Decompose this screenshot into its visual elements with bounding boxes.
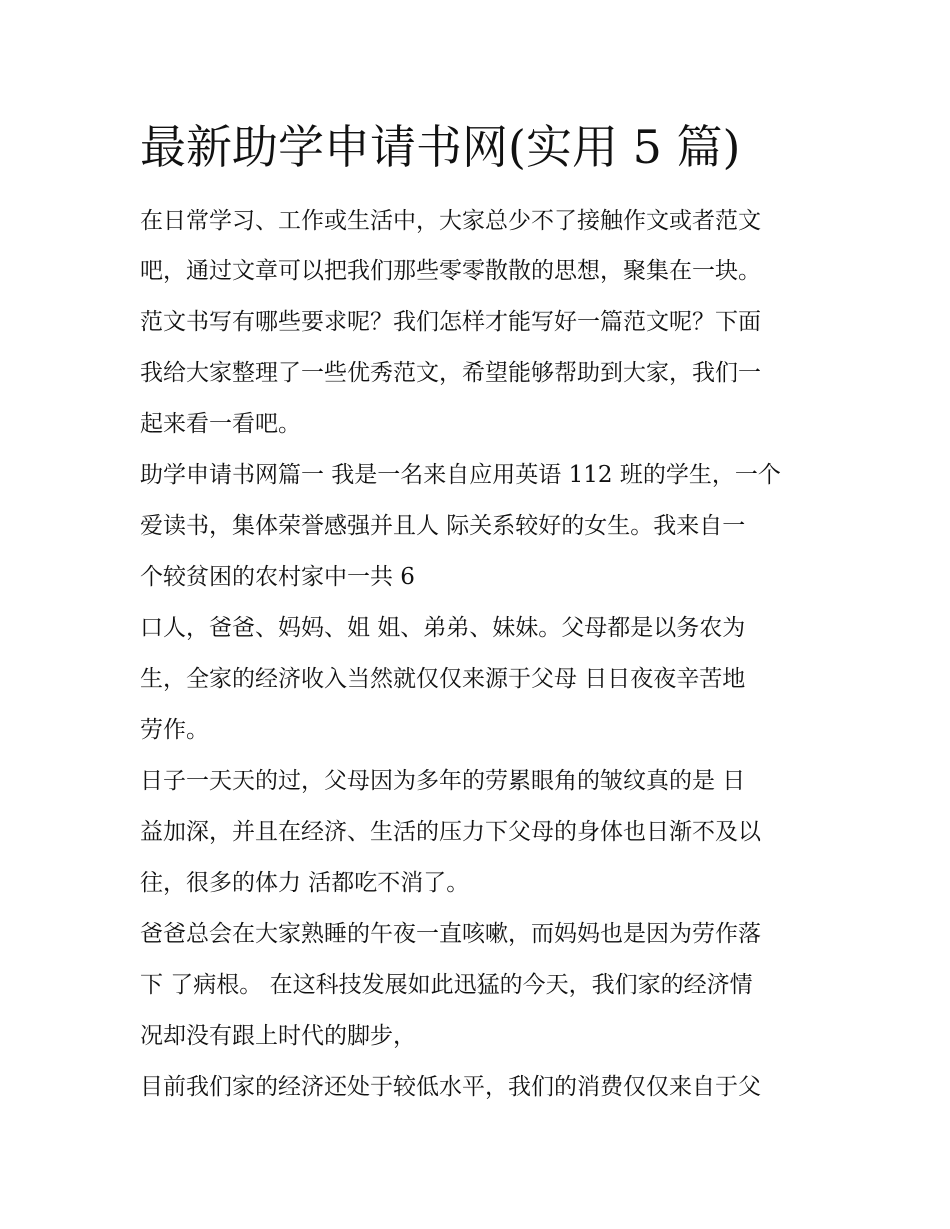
body-line: 吧，通过文章可以把我们那些零零散散的思想，聚集在一块。 bbox=[140, 258, 761, 284]
body-line: 日子一天天的过，父母因为多年的劳累眼角的皱纹真的是 日 bbox=[140, 768, 746, 794]
body-line: 起来看一看吧。 bbox=[140, 411, 301, 437]
body-line: 在日常学习、工作或生活中，大家总少不了接触作文或者范文 bbox=[140, 208, 761, 234]
body-line: 生，全家的经济收入当然就仅仅来源于父母 日日夜夜辛苦地 bbox=[140, 666, 746, 692]
body-line: 益加深，并且在经济、生活的压力下父母的身体也日渐不及以 bbox=[140, 819, 761, 845]
body-line: 助学申请书网篇一 我是一名来自应用英语 112 班的学生，一个 bbox=[140, 462, 781, 488]
body-line: 况却没有跟上时代的脚步， bbox=[140, 1023, 416, 1049]
body-line: 劳作。 bbox=[140, 717, 209, 743]
body-line: 爸爸总会在大家熟睡的午夜一直咳嗽，而妈妈也是因为劳作落 bbox=[140, 921, 761, 947]
body-line: 口人，爸爸、妈妈、姐 姐、弟弟、妹妹。父母都是以务农为 bbox=[140, 615, 746, 641]
body-line: 爱读书，集体荣誉感强并且人 际关系较好的女生。我来自一 bbox=[140, 513, 746, 539]
body-line: 个较贫困的农村家中一共 6 bbox=[140, 564, 415, 590]
document-title: 最新助学申请书网(实用 5 篇) bbox=[140, 120, 741, 174]
body-line: 往，很多的体力 活都吃不消了。 bbox=[140, 870, 470, 896]
body-line: 目前我们家的经济还处于较低水平，我们的消费仅仅来自于父 bbox=[140, 1074, 761, 1100]
body-line: 我给大家整理了一些优秀范文，希望能够帮助到大家，我们一 bbox=[140, 360, 761, 386]
body-line: 范文书写有哪些要求呢？我们怎样才能写好一篇范文呢？下面 bbox=[140, 309, 761, 335]
body-line: 下 了病根。 在这科技发展如此迅猛的今天，我们家的经济情 bbox=[140, 972, 753, 998]
